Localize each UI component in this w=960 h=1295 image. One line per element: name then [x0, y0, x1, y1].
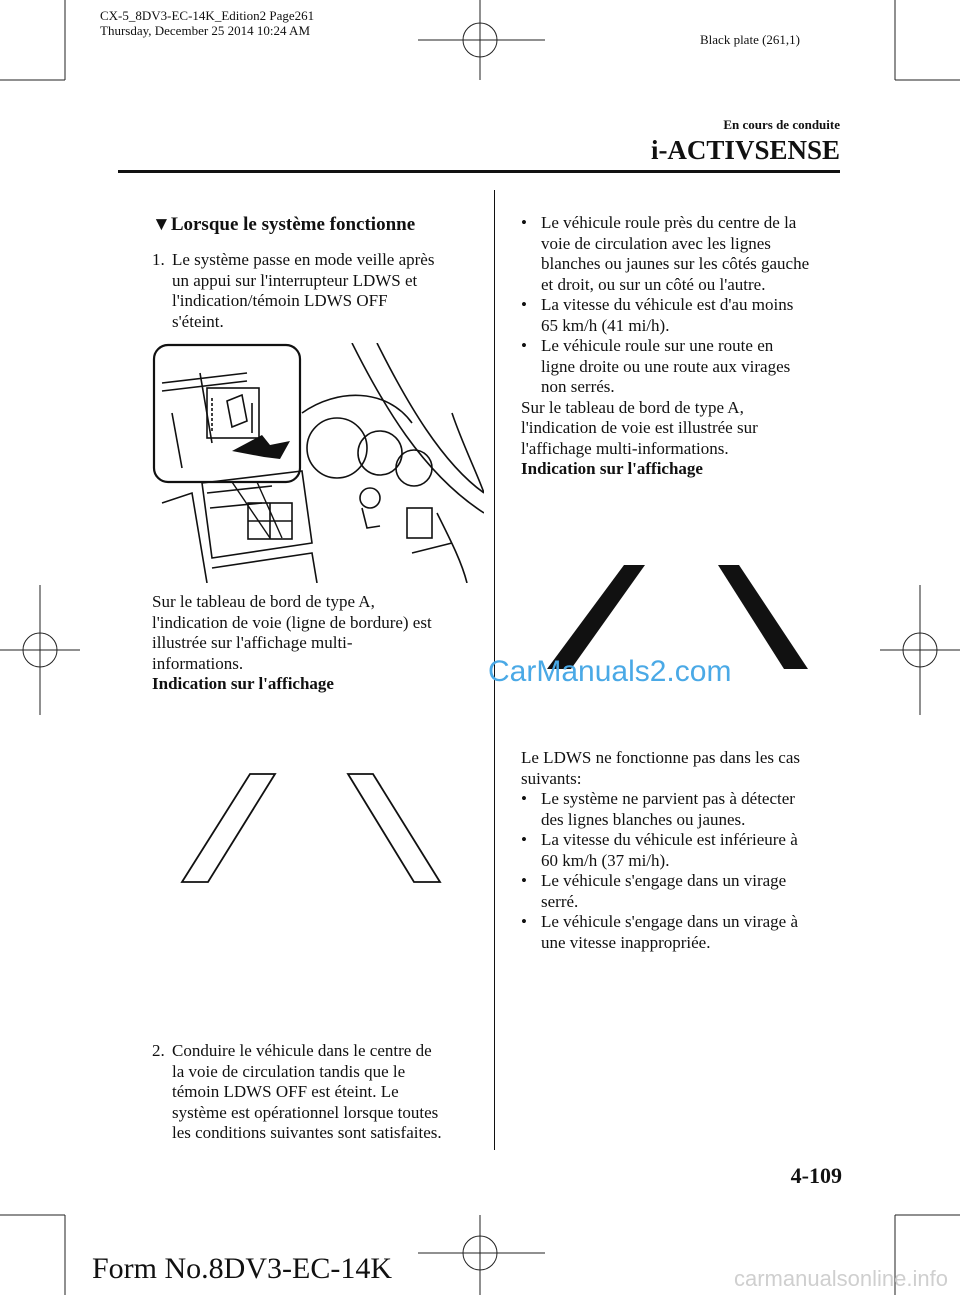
display-label-left: Indication sur l'affichage [152, 674, 334, 693]
right-paragraph-line: suivants: [521, 768, 582, 788]
step-1-line: l'indication/témoin LDWS OFF [172, 291, 388, 310]
bullet-icon: • [521, 213, 527, 232]
list-item-line: blanches ou jaunes sur les côtés gauche [541, 254, 810, 273]
step-1-line: s'éteint. [172, 311, 224, 331]
footer-site: carmanualsonline.info [733, 1266, 948, 1291]
bullet-icon: • [521, 295, 527, 314]
plate-label: Black plate (261,1) [700, 32, 800, 47]
display-label-right: Indication sur l'affichage [521, 459, 703, 478]
step-2-line: système est opérationnel lorsque toutes [172, 1102, 439, 1122]
right-paragraph-line: l'affichage multi-informations. [521, 438, 729, 458]
list-item [521, 830, 851, 871]
step-2-line: témoin LDWS OFF est éteint. Le [172, 1082, 399, 1101]
form-number: Form No.8DV3-EC-14K [92, 1252, 392, 1285]
list-item-line: serré. [541, 891, 579, 911]
left-paragraph-line: informations. [152, 653, 244, 673]
step-2-line: les conditions suivantes sont satisfaites. [172, 1123, 442, 1142]
list-item-line: La vitesse du véhicule est d'au moins [541, 295, 794, 314]
list-item-line: Le véhicule roule sur une route en [541, 336, 774, 355]
right-paragraph-line: Sur le tableau de bord de type A, [521, 397, 744, 417]
list-item-line: 65 km/h (41 mi/h). [541, 315, 670, 335]
limitations-list [521, 748, 851, 953]
section-heading [152, 214, 415, 236]
step-2-line: la voie de circulation tandis que le [172, 1061, 406, 1081]
print-info [100, 8, 314, 38]
section-heading-text: Lorsque le système fonctionne [170, 214, 416, 235]
bullet-icon: • [521, 830, 527, 849]
right-paragraph-line: l'indication de voie est illustrée sur [521, 418, 758, 437]
bullet-icon: • [521, 789, 527, 808]
step-1-number: 1. [152, 250, 165, 269]
header-rule [118, 170, 840, 173]
list-item-line: 60 km/h (37 mi/h). [541, 850, 670, 870]
print-info-line2: Thursday, December 25 2014 10:24 AM [100, 23, 311, 38]
bullet-icon: • [521, 912, 527, 931]
ldws-switch-illustration [152, 343, 484, 583]
list-item [521, 336, 851, 398]
step-2 [152, 1041, 502, 1144]
list-item-line: Le véhicule s'engage dans un virage [541, 871, 787, 890]
list-item-line: non serrés. [541, 377, 615, 396]
list-item-line: voie de circulation avec les lignes [541, 233, 771, 253]
step-1 [152, 250, 502, 332]
list-item-line: une vitesse inappropriée. [541, 932, 711, 952]
list-item [521, 295, 851, 336]
list-item-line: Le véhicule s'engage dans un virage à [541, 912, 799, 931]
list-item [521, 871, 851, 912]
section-label: En cours de conduite [723, 117, 840, 132]
step-2-line: Conduire le véhicule dans le centre de [172, 1041, 432, 1060]
bullet-icon: • [521, 871, 527, 890]
left-paragraph-line: illustrée sur l'affichage multi- [152, 633, 353, 652]
conditions-list [521, 213, 851, 480]
page-title: i-ACTIVSENSE [650, 135, 840, 165]
list-item [521, 213, 851, 295]
lane-indication-left [180, 770, 442, 885]
left-paragraph-line: Sur le tableau de bord de type A, [152, 592, 375, 611]
list-item-line: ligne droite ou une route aux virages [541, 356, 791, 376]
step-1-line: un appui sur l'interrupteur LDWS et [172, 270, 418, 290]
list-item-line: et droit, ou sur un côté ou l'autre. [541, 274, 766, 294]
list-item-line: Le véhicule roule près du centre de la [541, 213, 797, 232]
list-item-line: La vitesse du véhicule est inférieure à [541, 830, 798, 849]
left-paragraph [152, 592, 482, 695]
bullet-icon: • [521, 336, 527, 355]
list-item-line: Le système ne parvient pas à détecter [541, 789, 795, 808]
right-paragraph-line: Le LDWS ne fonctionne pas dans les cas [521, 748, 800, 767]
page-number: 4-109 [790, 1163, 842, 1188]
triangle-down-icon: ▼ [152, 214, 171, 235]
list-item [521, 912, 851, 953]
watermark: CarManuals2.com [488, 655, 732, 688]
list-item-line: des lignes blanches ou jaunes. [541, 809, 746, 829]
print-info-line1: CX-5_8DV3-EC-14K_Edition2 Page261 [100, 8, 315, 23]
list-item [521, 789, 851, 830]
step-1-line: Le système passe en mode veille après [172, 250, 435, 269]
left-paragraph-line: l'indication de voie (ligne de bordure) est [152, 612, 432, 632]
step-2-number: 2. [152, 1041, 165, 1060]
